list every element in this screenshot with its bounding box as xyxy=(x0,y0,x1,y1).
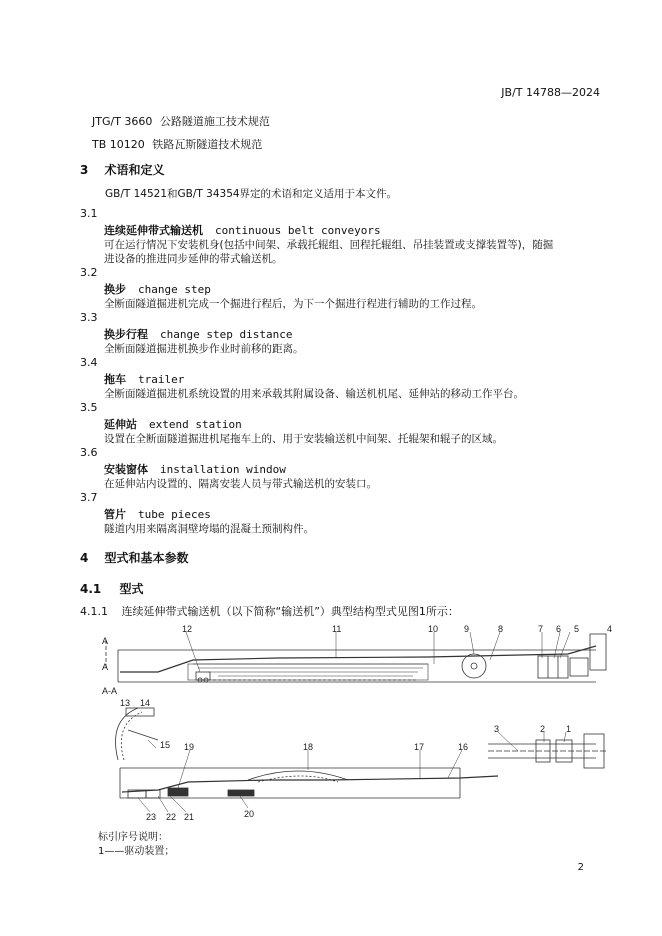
term-number: 3.7 xyxy=(80,491,98,504)
callout-8: 8 xyxy=(498,624,504,634)
section-mark-a: A xyxy=(102,662,109,672)
section-heading xyxy=(80,161,165,178)
term-zh: 换步行程 xyxy=(104,328,148,341)
term-title xyxy=(104,416,242,432)
section-intro: GB/T 14521和GB/T 34354界定的术语和定义适用于本文件。 xyxy=(105,188,398,200)
section-heading xyxy=(80,549,189,566)
subsection-title: 型式 xyxy=(119,582,144,596)
term-number: 3.3 xyxy=(80,311,98,324)
callout-5: 5 xyxy=(574,624,580,634)
term-zh: 拖车 xyxy=(104,373,126,386)
reference-item xyxy=(92,113,270,129)
callout-leaders xyxy=(138,632,570,812)
callout-18: 18 xyxy=(303,742,314,752)
callout-14: 14 xyxy=(140,698,151,708)
callout-1: 1 xyxy=(566,724,572,734)
term-en: change step xyxy=(138,283,211,296)
term-en: installation window xyxy=(160,463,286,476)
callout-10: 10 xyxy=(428,624,439,634)
callout-7: 7 xyxy=(538,624,544,634)
upper-assembly-view xyxy=(118,634,606,682)
term-en: tube pieces xyxy=(138,508,211,521)
section-number: 4 xyxy=(80,551,89,565)
clause xyxy=(80,603,459,619)
term-title xyxy=(104,326,292,342)
subsection-heading xyxy=(80,580,143,597)
callout-21: 21 xyxy=(184,812,195,822)
term-number: 3.1 xyxy=(80,207,98,220)
term-title xyxy=(104,461,286,477)
term-zh: 管片 xyxy=(104,508,126,521)
section-title: 型式和基本参数 xyxy=(104,551,189,565)
callout-4: 4 xyxy=(607,624,613,634)
section-title: 术语和定义 xyxy=(104,163,165,177)
subsection-number: 4.1 xyxy=(80,582,102,596)
conveyor-structure-figure xyxy=(98,620,618,825)
term-zh: 换步 xyxy=(104,283,126,296)
term-en: change step distance xyxy=(160,328,293,341)
legend-item: 1——驱动装置； xyxy=(98,846,175,857)
callout-12: 12 xyxy=(182,624,193,634)
callout-15: 15 xyxy=(160,740,171,750)
callout-9: 9 xyxy=(464,624,470,634)
callout-23: 23 xyxy=(146,812,157,822)
term-zh: 连续延伸带式输送机 xyxy=(104,224,203,237)
document-code: JB/T 14788—2024 xyxy=(501,86,600,99)
drive-detail-view xyxy=(488,734,608,768)
callout-22: 22 xyxy=(166,812,177,822)
section-mark-a: A xyxy=(102,636,109,646)
term-en: continuous belt conveyors xyxy=(215,224,381,237)
term-zh: 安装窗体 xyxy=(104,463,148,476)
term-number: 3.5 xyxy=(80,401,98,414)
clause-text: 连续延伸带式输送机（以下简称“输送机”）典型结构型式见图1所示： xyxy=(121,605,459,618)
lower-assembly-view xyxy=(120,768,498,798)
term-title xyxy=(104,371,184,387)
term-definition-line: 全断面隧道掘进机换步作业时前移的距离。 xyxy=(104,343,304,355)
callout-3: 3 xyxy=(494,724,500,734)
callout-17: 17 xyxy=(414,742,425,752)
section-number: 3 xyxy=(80,163,89,177)
term-title xyxy=(104,222,381,238)
section-label-aa: A-A xyxy=(102,686,118,696)
term-en: trailer xyxy=(138,373,185,386)
term-definition-line: 可在运行情况下安装机身(包括中间架、承载托辊组、回程托辊组、吊挂装置或支撑装置等)，随掘 xyxy=(104,239,554,251)
callout-6: 6 xyxy=(556,624,562,634)
term-definition-line: 进设备的推进同步延伸的带式输送机。 xyxy=(104,253,283,265)
reference-title: 公路隧道施工技术规范 xyxy=(159,115,270,128)
reference-code: TB 10120 xyxy=(92,138,145,151)
term-title xyxy=(104,281,211,297)
term-definition-line: 在延伸站内设置的、隔离安装人员与带式输送机的安装口。 xyxy=(104,478,377,490)
term-en: extend station xyxy=(149,418,242,431)
term-number: 3.6 xyxy=(80,446,98,459)
page-number: 2 xyxy=(577,862,584,873)
term-title xyxy=(104,506,211,522)
term-number: 3.4 xyxy=(80,356,98,369)
reference-code: JTG/T 3660 xyxy=(92,115,153,128)
clause-number: 4.1.1 xyxy=(80,605,108,618)
term-definition-line: 全断面隧道掘进机完成一个掘进行程后，为下一个掘进行程进行辅助的工作过程。 xyxy=(104,298,482,310)
reference-title: 铁路瓦斯隧道技术规范 xyxy=(152,138,263,151)
callout-13: 13 xyxy=(120,698,131,708)
term-number: 3.2 xyxy=(80,266,98,279)
callout-11: 11 xyxy=(332,624,342,634)
term-definition-line: 隧道内用来隔离洞壁垮塌的混凝土预制构件。 xyxy=(104,523,314,535)
term-definition-line: 全断面隧道掘进机系统设置的用来承载其附属设备、输送机机尾、延伸站的移动工作平台。 xyxy=(104,388,524,400)
term-definition-line: 设置在全断面隧道掘进机尾拖车上的、用于安装输送机中间架、托辊架和辊子的区域。 xyxy=(104,433,503,445)
legend-title: 标引序号说明： xyxy=(98,832,168,843)
term-zh: 延伸站 xyxy=(104,418,137,431)
callout-19: 19 xyxy=(184,742,195,752)
callout-2: 2 xyxy=(540,724,546,734)
callout-16: 16 xyxy=(458,742,469,752)
reference-item xyxy=(92,136,262,152)
callout-20: 20 xyxy=(244,809,255,819)
